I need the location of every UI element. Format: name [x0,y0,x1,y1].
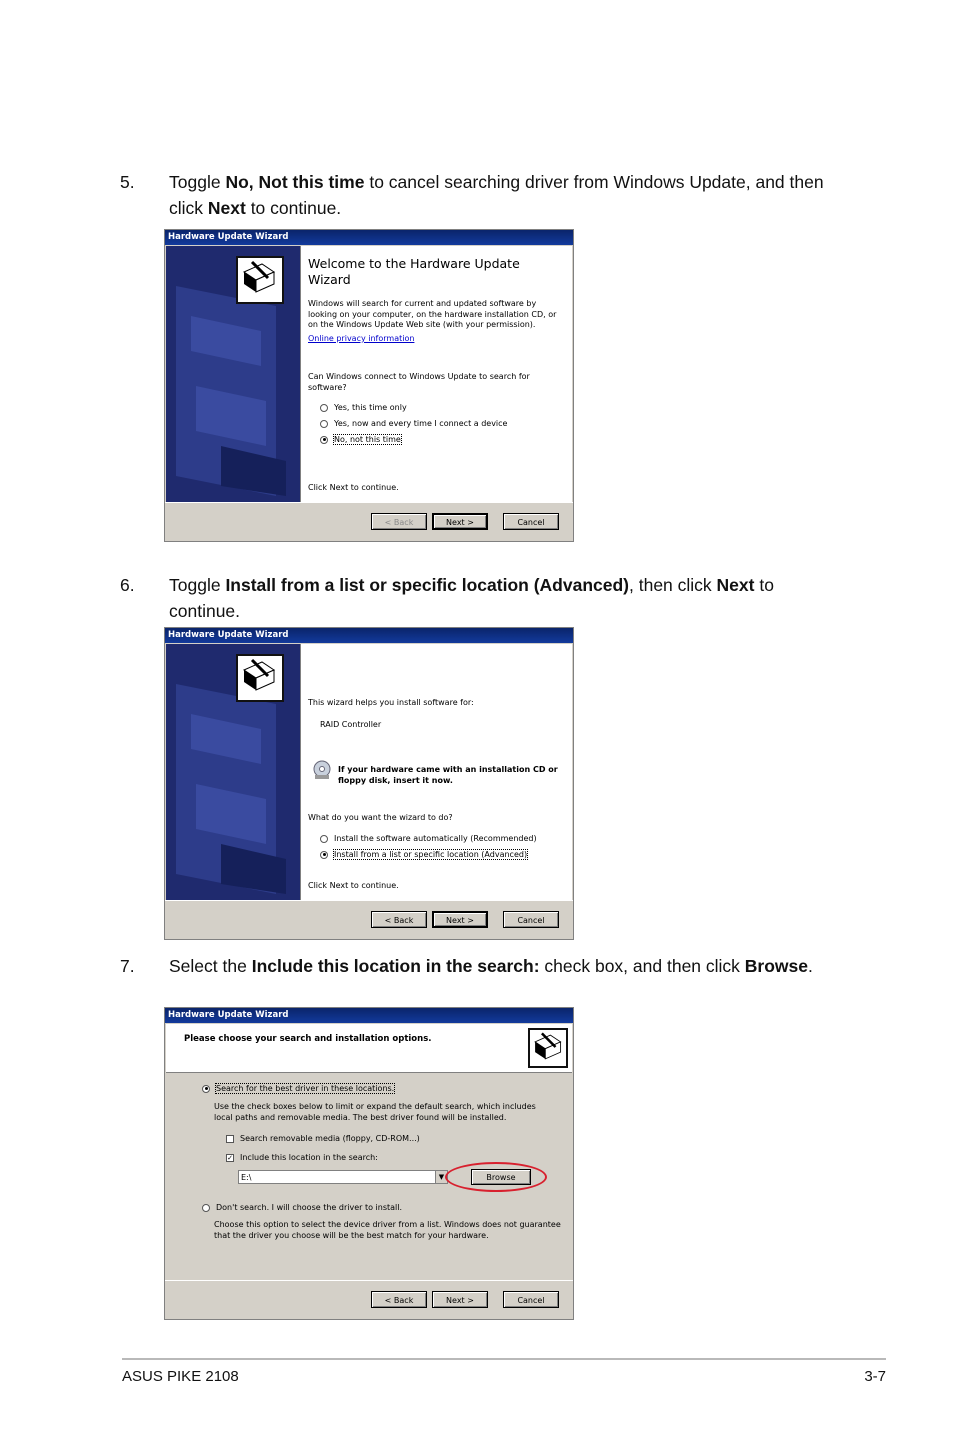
radio-label: Install the software automatically (Recommended) [334,834,537,843]
hardware-update-wizard-search [164,1007,574,1320]
checkbox-label: Include this location in the search: [240,1153,378,1162]
option-description: Use the check boxes below to limit or expand the default search, which includes local paths and removable media. The best driver found will be installed. [214,1102,536,1122]
back-button[interactable]: < Back [371,1291,427,1308]
option-description: Choose this option to select the device driver from a list. Windows does not guarantee that the driver you choose will be the best match for your hardware. [214,1220,561,1240]
cd-icon [312,760,332,780]
checkbox-removable-media[interactable] [226,1134,420,1143]
intro-text: This wizard helps you install software for: [308,698,474,707]
radio-button[interactable] [320,851,328,859]
radio-label: Search for the best driver in these locations. [216,1084,395,1093]
hardware-icon [528,1028,568,1068]
browse-button[interactable]: Browse [471,1169,531,1185]
button-bar [165,900,573,939]
step-number: 7. [120,956,135,976]
next-button[interactable]: Next > [432,911,488,928]
radio-button[interactable] [320,835,328,843]
location-path: E:\ [241,1173,252,1182]
footer-product: ASUS PIKE 2108 [122,1368,239,1385]
checkbox[interactable]: ✓ [227,1153,233,1162]
radio-button[interactable] [320,404,328,412]
button-bar [165,502,573,541]
step-number: 5. [120,172,135,192]
hardware-update-wizard-welcome [164,229,574,542]
wizard-banner [166,246,301,503]
page-number: 3-7 [864,1368,886,1385]
radio-button[interactable] [202,1085,210,1093]
window-title: Hardware Update Wizard [165,628,573,643]
radio-label: Yes, this time only [334,403,407,412]
cancel-button[interactable]: Cancel [503,911,559,928]
wizard-header [166,1024,572,1073]
next-button[interactable]: Next > [432,1291,488,1308]
radio-label: Yes, now and every time I connect a device [334,419,508,428]
wizard-heading: Please choose your search and installation options. [184,1034,432,1044]
cancel-button[interactable]: Cancel [503,513,559,530]
radio-no-not-this-time[interactable] [320,435,401,444]
wizard-heading: Welcome to the Hardware Update Wizard [308,256,520,287]
cancel-button[interactable]: Cancel [503,1291,559,1308]
wizard-banner [166,644,301,901]
radio-yes-this-time[interactable] [320,403,407,412]
footer-text: Click Next to continue. [308,483,399,492]
checkbox-include-location[interactable] [226,1153,378,1162]
window-title: Hardware Update Wizard [165,230,573,245]
question-text: Can Windows connect to Windows Update to search for software? [308,372,530,392]
back-button[interactable]: < Back [371,911,427,928]
radio-install-from-list[interactable] [320,850,527,859]
dropdown-arrow-icon[interactable]: ▼ [435,1171,447,1183]
radio-install-automatically[interactable] [320,834,537,843]
radio-label: No, not this time [334,435,401,444]
hardware-update-wizard-options [164,627,574,940]
next-button[interactable]: Next > [432,513,488,530]
radio-label: Install from a list or specific location (Advanced) [334,850,528,859]
back-button[interactable]: < Back [371,513,427,530]
step-text: Toggle Install from a list or specific location (Advanced), then click Next to continue. [169,575,774,621]
checkbox-label: Search removable media (floppy, CD-ROM...) [240,1134,420,1143]
step-number: 6. [120,575,135,595]
footer-text: Click Next to continue. [308,881,399,890]
window-title: Hardware Update Wizard [165,1008,573,1023]
location-combobox[interactable] [238,1170,448,1184]
radio-button[interactable] [202,1204,210,1212]
intro-text: Windows will search for current and updated software by looking on your computer, on the hardware installation CD, or on the Windows Update Web site (with your permission). [308,299,557,329]
radio-button[interactable] [320,420,328,428]
privacy-link[interactable]: Online privacy information [308,334,415,343]
radio-label: Don't search. I will choose the driver to install. [216,1203,403,1212]
radio-dont-search[interactable] [202,1203,402,1212]
button-bar [165,1280,573,1319]
step-text: Select the Include this location in the search: check box, and then click Browse. [169,956,813,976]
radio-search-best-driver[interactable] [202,1084,394,1093]
hardware-icon [236,654,284,702]
cd-note: If your hardware came with an installation CD or floppy disk, insert it now. [338,765,558,785]
device-name: RAID Controller [320,720,382,729]
question-text: What do you want the wizard to do? [308,813,453,822]
footer-divider [122,1358,886,1360]
highlight-circle [445,1162,547,1192]
hardware-icon [236,256,284,304]
step-text: Toggle No, Not this time to cancel searching driver from Windows Update, and then click Next to continue. [169,172,824,218]
checkbox[interactable] [226,1135,234,1143]
radio-yes-every-time[interactable] [320,419,507,428]
wizard-content [166,1073,572,1281]
radio-button[interactable] [320,436,328,444]
